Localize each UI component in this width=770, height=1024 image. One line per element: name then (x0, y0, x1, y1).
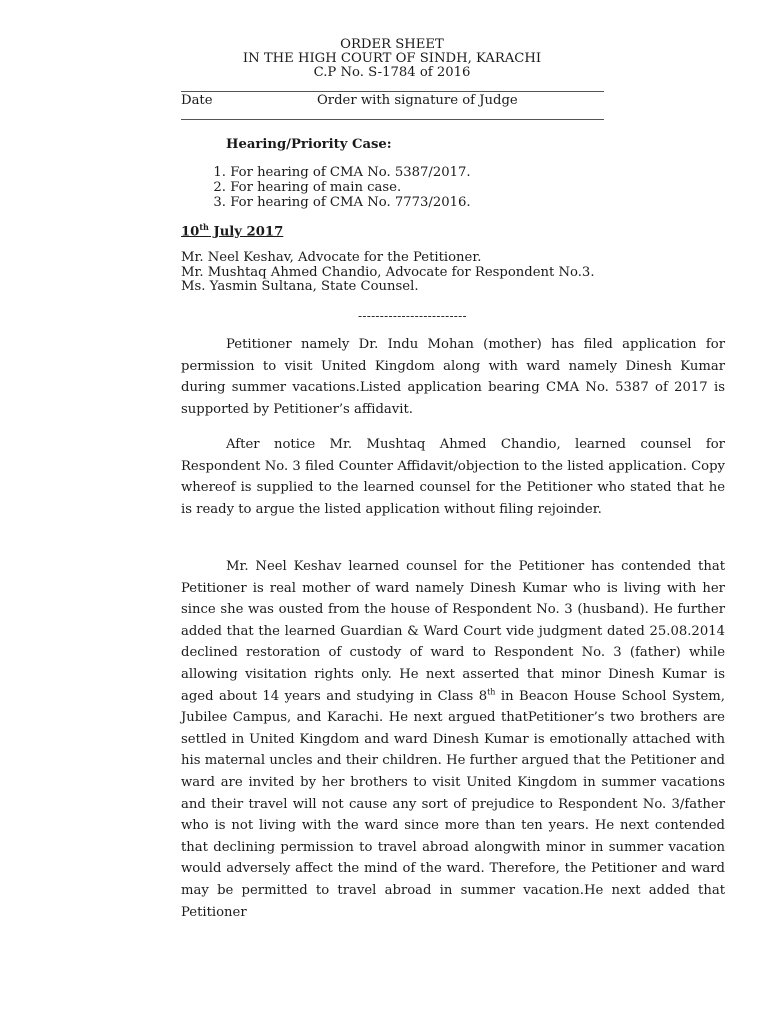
header-rule-bottom (181, 119, 604, 120)
paragraph-3-superscript: th (487, 687, 496, 697)
hearing-list (181, 165, 471, 210)
order-column-header: Order with signature of Judge (317, 93, 518, 108)
paragraph-2: After notice Mr. Mushtaq Ahmed Chandio, learned counsel for Respondent No. 3 filed Counter Affidavit/objection to the listed application. Copy whereof is supplied to the learned counsel for the Petitioner who stated that he is ready to argue the listed application without filing rejoinder. (181, 437, 725, 517)
hearing-item-text: For hearing of CMA No. 7773/2016. (230, 195, 471, 210)
appearance-line: Ms. Yasmin Sultana, State Counsel. (181, 279, 419, 294)
hearing-item-number: 3. (213, 195, 226, 210)
paragraph-3-part-a: Mr. Neel Keshav learned counsel for the Petitioner has contended that Petitioner is real mother of ward namely Dinesh Kumar who is living with her since she was ousted from the house of Respondent No. 3 (husband). He further added that the learned Guardian & Ward Court vide judgment dated 25.08.2014 declined restoration of custody of ward to Respondent No. 3 (father) while allowing visitation rights only. He next asserted that minor Dinesh Kumar is aged about 14 years and studying in Class 8 (181, 559, 725, 704)
appearance-line: Mr. Mushtaq Ahmed Chandio, Advocate for Respondent No.3. (181, 264, 595, 280)
hearing-item (181, 180, 471, 195)
order-date-day: 10 (181, 224, 200, 240)
order-date-suffix: th (199, 222, 209, 232)
hearing-item-text: For hearing of CMA No. 5387/2017. (230, 165, 471, 180)
header-title: ORDER SHEET (340, 37, 444, 52)
appearance-line: Mr. Neel Keshav, Advocate for the Petitioner. (181, 250, 482, 265)
hearing-item (181, 195, 471, 210)
separator: ------------------------- (358, 309, 467, 323)
hearing-item-number: 1. (213, 165, 226, 180)
paragraph-1: Petitioner namely Dr. Indu Mohan (mother) has filed application for permission to visit United Kingdom along with ward namely Dinesh Kumar during summer vacations.Listed application bearing CMA No. 5387 of 2017 is supported by Petitioner’s affidavit. (181, 337, 725, 417)
paragraph-3-part-b: in Beacon House School System, Jubilee Campus, and Karachi. He next argued thatPetitioner’s two brothers are settled in United Kingdom and ward Dinesh Kumar is emotionally attached with his maternal uncles and their children. He further argued that the Petitioner and ward are invited by her brothers to visit United Kingdom in summer vacations and their travel will not cause any sort of prejudice to Respondent No. 3/father who is not living with the ward since more than ten years. He next contended that declining permission to travel abroad alongwith minor in summer vacation would adversely affect the mind of the ward. Therefore, the Petitioner and ward may be permitted to travel abroad in summer vacation.He next added that Petitioner (181, 688, 725, 920)
header-case-number: C.P No. S-1784 of 2016 (313, 65, 471, 80)
order-date (181, 222, 283, 239)
date-column-header: Date (181, 93, 213, 108)
paragraph-3 (181, 556, 725, 923)
header-rule-top (181, 91, 604, 92)
hearing-item-number: 2. (213, 180, 226, 195)
hearing-title: Hearing/Priority Case: (226, 137, 392, 152)
appearances (181, 251, 595, 295)
hearing-item (181, 165, 471, 180)
header-court: IN THE HIGH COURT OF SINDH, KARACHI (242, 51, 542, 66)
hearing-item-text: For hearing of main case. (230, 180, 402, 195)
order-date-rest: July 2017 (208, 224, 284, 240)
